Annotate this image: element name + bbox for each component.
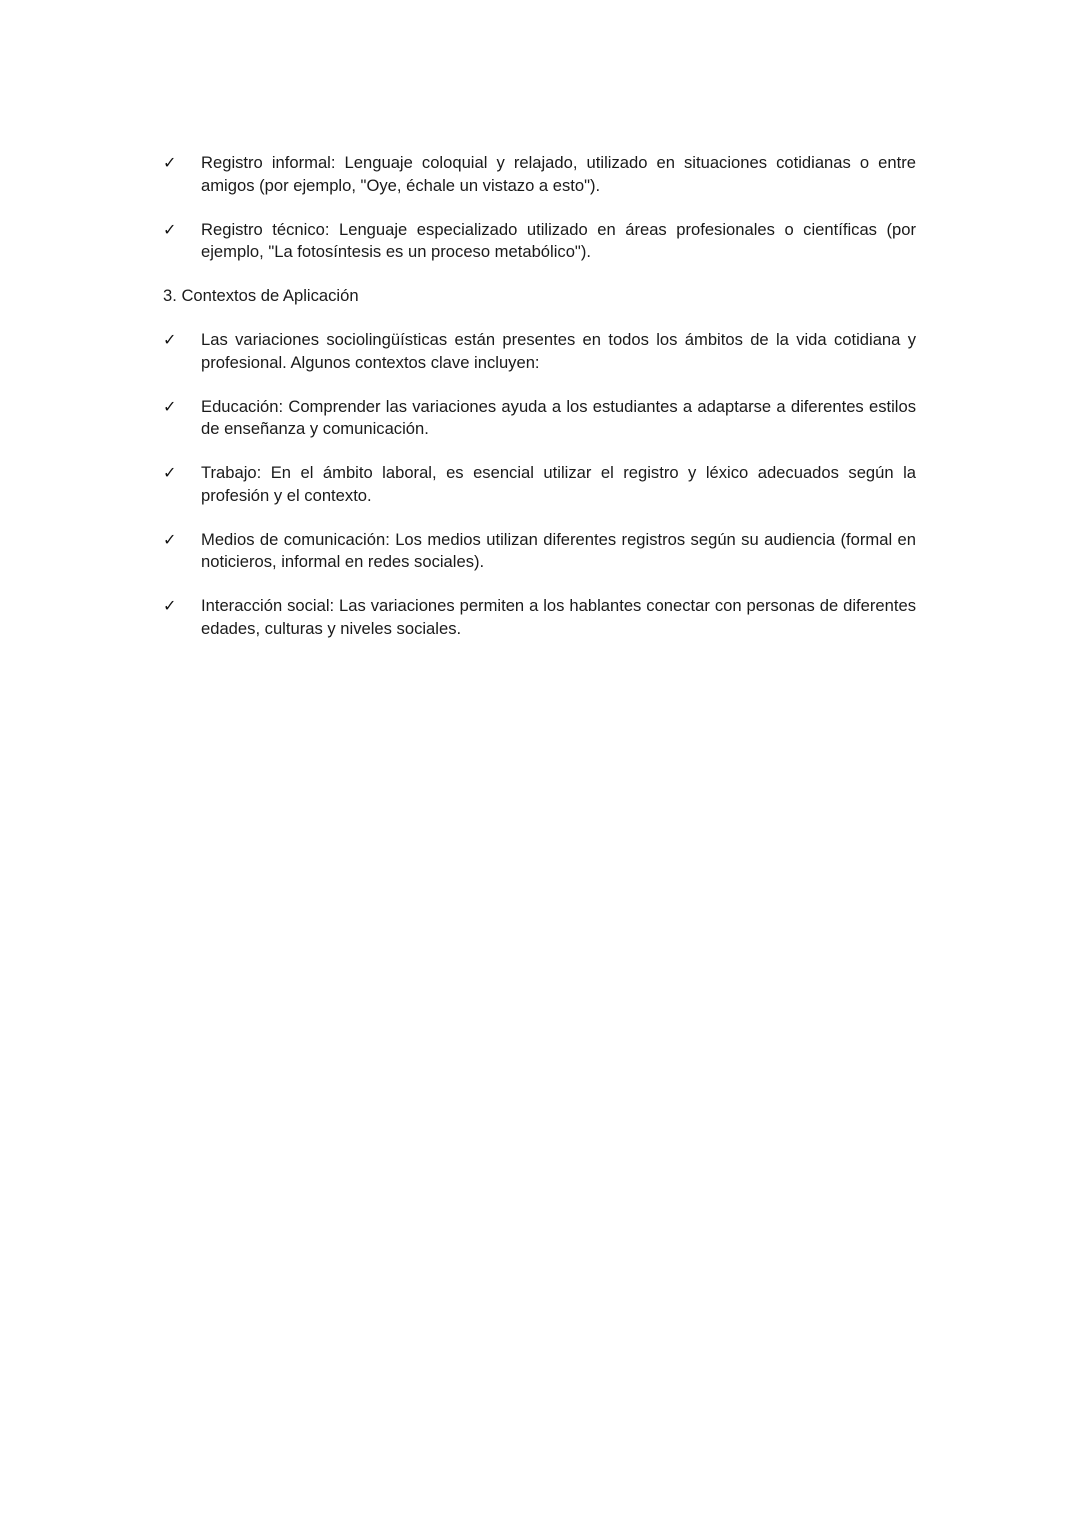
bullet-text: Registro técnico: Lenguaje especializado utilizado en áreas profesionales o científicas (por ejemplo, "La fotosíntesis es un proceso metabólico"). (201, 219, 916, 261)
bullet-registro-tecnico (163, 219, 916, 264)
bullet-text: Interacción social: Las variaciones permiten a los hablantes conectar con personas de diferentes edades, culturas y niveles sociales. (201, 596, 916, 638)
bullet-text: Educación: Comprender las variaciones ayuda a los estudiantes a adaptarse a diferentes estilos de enseñanza y comunicación. (201, 396, 916, 438)
bullet-trabajo (163, 462, 916, 507)
checkmark-icon: ✓ (163, 529, 177, 549)
checkmark-icon: ✓ (163, 463, 177, 482)
bullet-intro-contextos (163, 329, 916, 374)
checkmark-icon: ✓ (163, 219, 177, 239)
checkmark-icon: ✓ (163, 596, 177, 615)
bullet-text: Registro informal: Lenguaje coloquial y relajado, utilizado en situaciones cotidianas o entre amigos (por ejemplo, "Oye, échale un vistazo a esto"). (201, 153, 916, 195)
checkmark-icon: ✓ (163, 153, 177, 172)
bullet-interaccion-social (163, 595, 916, 640)
bullet-registro-informal (163, 152, 916, 197)
checkmark-icon: ✓ (163, 330, 177, 349)
bullet-text: Las variaciones sociolingüísticas están presentes en todos los ámbitos de la vida cotidiana y profesional. Algunos contextos clave incluyen: (201, 330, 916, 372)
document-body (163, 152, 916, 662)
bullet-text: Medios de comunicación: Los medios utilizan diferentes registros según su audiencia (formal en noticieros, informal en redes sociales). (201, 529, 916, 571)
bullet-text: Trabajo: En el ámbito laboral, es esencial utilizar el registro y léxico adecuados según la profesión y el contexto. (201, 463, 916, 505)
bullet-educacion (163, 396, 916, 441)
section-heading-contextos: 3. Contextos de Aplicación (163, 286, 359, 305)
checkmark-icon: ✓ (163, 396, 177, 416)
bullet-medios-comunicacion (163, 529, 916, 574)
